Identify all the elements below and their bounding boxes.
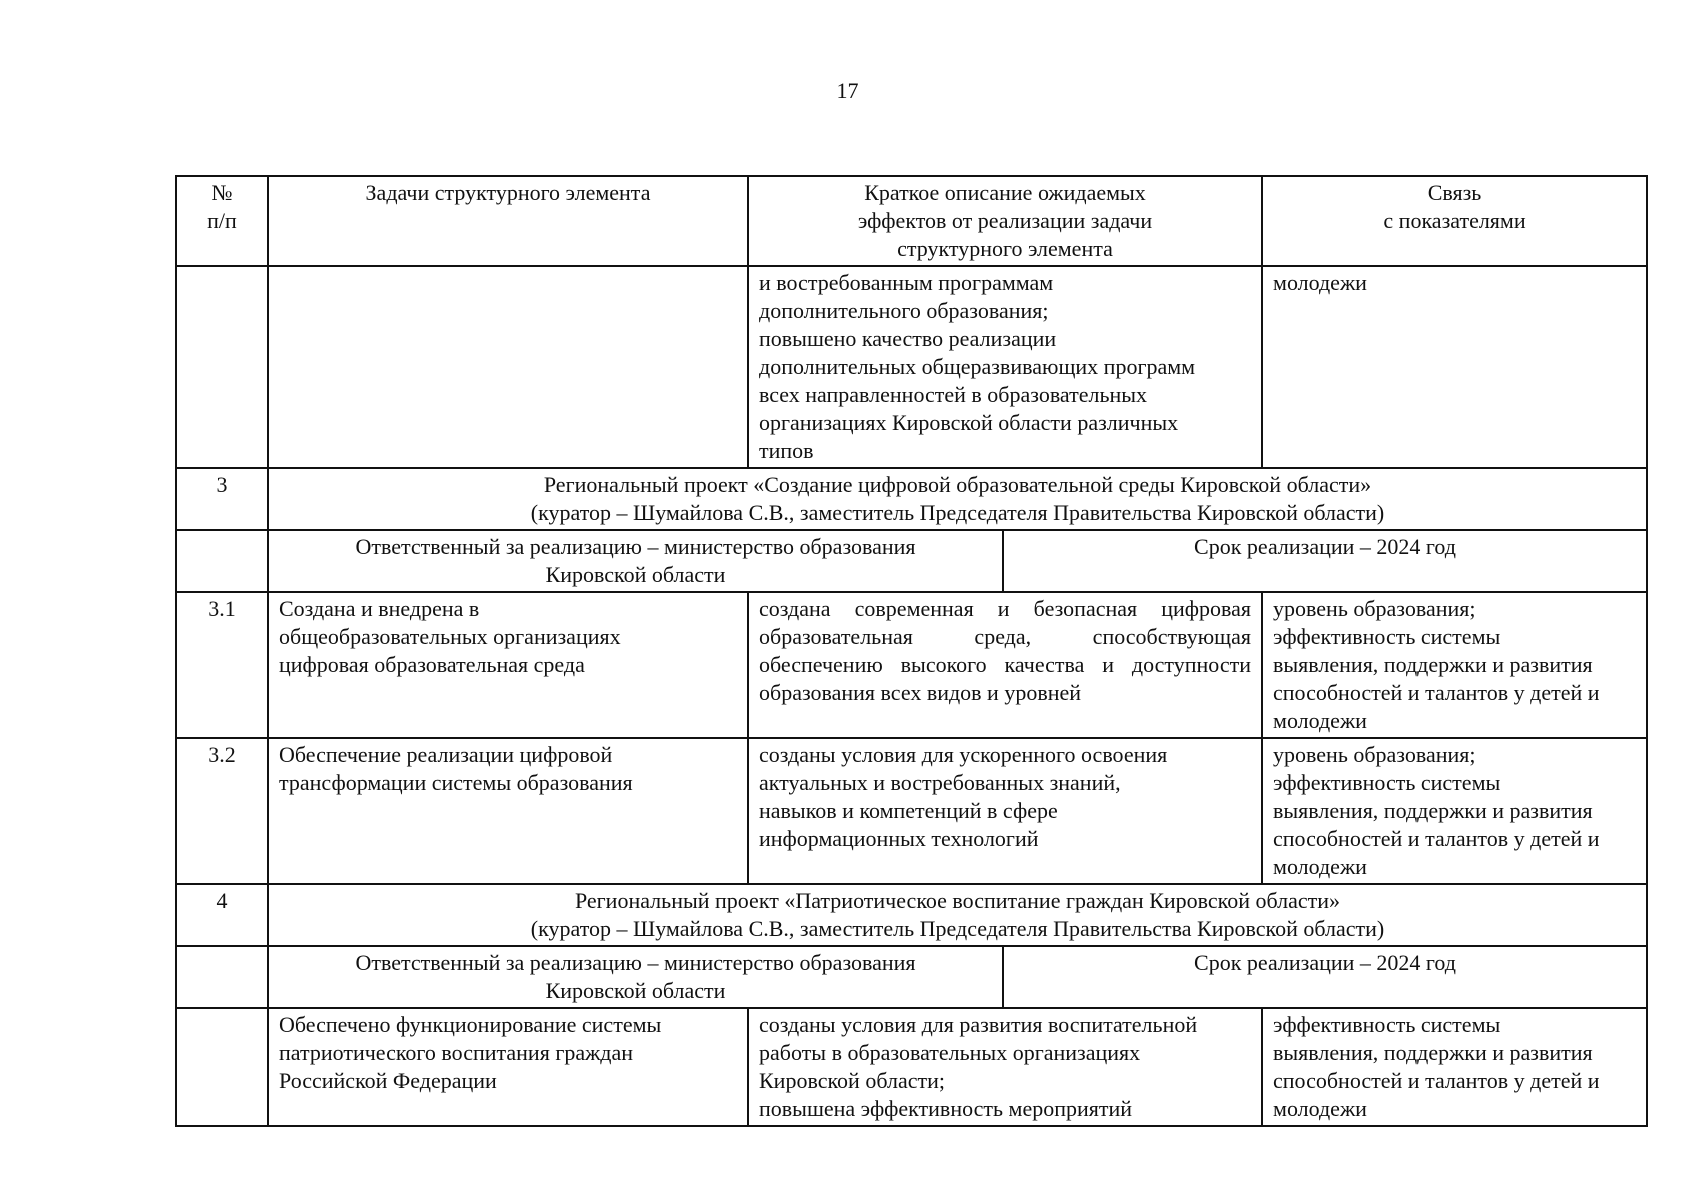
text-line: способностей и талантов у детей и xyxy=(1273,826,1600,851)
text-line: эффективность системы xyxy=(1273,770,1501,795)
project-responsible-row xyxy=(176,530,1647,592)
text-line: выявления, поддержки и развития xyxy=(1273,798,1593,823)
text-line: Обеспечение реализации цифровой xyxy=(279,742,613,767)
cell-effect: создана современная и безопасная цифровая образовательная среда, способствующая обеспечению высокого качества и доступности образования всех видов и уровней xyxy=(748,592,1262,738)
header-num-line: п/п xyxy=(207,208,237,233)
text-line: цифровая образовательная среда xyxy=(279,652,585,677)
text-line: выявления, поддержки и развития xyxy=(1273,1040,1593,1065)
text-line: Кировской области; xyxy=(759,1068,945,1093)
cell-task xyxy=(268,592,748,738)
cell-link: молодежи xyxy=(1262,266,1647,468)
header-num xyxy=(176,176,268,266)
table-row xyxy=(176,592,1647,738)
text-line: молодежи xyxy=(1273,1096,1367,1121)
cell-link xyxy=(1262,1008,1647,1126)
term-cell: Срок реализации – 2024 год xyxy=(1003,946,1647,1008)
cell-num: 4 xyxy=(176,884,268,946)
page-number: 17 xyxy=(836,78,859,103)
text-line: выявления, поддержки и развития xyxy=(1273,652,1593,677)
text-line: эффективность системы xyxy=(1273,624,1501,649)
project-title xyxy=(268,884,1647,946)
table-row xyxy=(176,738,1647,884)
cell-num: 3 xyxy=(176,468,268,530)
text-line: повышено качество реализации xyxy=(759,326,1057,351)
text-line: дополнительного образования; xyxy=(759,298,1049,323)
text-line: информационных технологий xyxy=(759,826,1039,851)
cell-num xyxy=(176,1008,268,1126)
cell-num-empty xyxy=(176,530,268,592)
responsible-line: Ответственный за реализацию – министерство образования xyxy=(355,950,916,975)
table-header-row xyxy=(176,176,1647,266)
header-link-line: Связь xyxy=(1427,180,1482,205)
text-line: общеобразовательных организациях xyxy=(279,624,621,649)
project-curator: (куратор – Шумайлова С.В., заместитель Председателя Правительства Кировской области) xyxy=(530,500,1385,525)
text-line: трансформации системы образования xyxy=(279,770,633,795)
text-line: эффективность системы xyxy=(1273,1012,1501,1037)
project-title-row xyxy=(176,884,1647,946)
structural-elements-table xyxy=(175,175,1648,1127)
cell-num-empty xyxy=(176,266,268,468)
text-line: созданы условия для ускоренного освоения xyxy=(759,742,1168,767)
header-effect-line: структурного элемента xyxy=(897,236,1113,261)
cell-num: 3.1 xyxy=(176,592,268,738)
text-line: типов xyxy=(759,438,814,463)
responsible-cell xyxy=(268,946,1003,1008)
text-line: дополнительных общеразвивающих программ xyxy=(759,354,1196,379)
header-num-line: № xyxy=(211,180,233,205)
cell-link xyxy=(1262,592,1647,738)
text-line: патриотического воспитания граждан xyxy=(279,1040,634,1065)
text-line: молодежи xyxy=(1273,854,1367,879)
text-line: повышена эффективность мероприятий xyxy=(759,1096,1133,1121)
responsible-line: Кировской области xyxy=(545,562,726,587)
header-effect xyxy=(748,176,1262,266)
responsible-line: Ответственный за реализацию – министерство образования xyxy=(355,534,916,559)
project-title-row xyxy=(176,468,1647,530)
text-line: и востребованным программам xyxy=(759,270,1054,295)
text-line: всех направленностей в образовательных xyxy=(759,382,1148,407)
project-name: Региональный проект «Создание цифровой образовательной среды Кировской области» xyxy=(543,472,1372,497)
cell-effect xyxy=(748,738,1262,884)
header-effect-line: эффектов от реализации задачи xyxy=(857,208,1153,233)
cell-num-empty xyxy=(176,946,268,1008)
term-cell: Срок реализации – 2024 год xyxy=(1003,530,1647,592)
text-line: организациях Кировской области различных xyxy=(759,410,1179,435)
text-line: работы в образовательных организациях xyxy=(759,1040,1141,1065)
text-line: уровень образования; xyxy=(1273,742,1476,767)
text-line: способностей и талантов у детей и xyxy=(1273,1068,1600,1093)
header-effect-line: Краткое описание ожидаемых xyxy=(864,180,1146,205)
header-link xyxy=(1262,176,1647,266)
text-line: уровень образования; xyxy=(1273,596,1476,621)
project-responsible-row xyxy=(176,946,1647,1008)
responsible-cell xyxy=(268,530,1003,592)
header-link-line: с показателями xyxy=(1383,208,1526,233)
cell-effect xyxy=(748,1008,1262,1126)
cell-link xyxy=(1262,738,1647,884)
text-line: навыков и компетенций в сфере xyxy=(759,798,1058,823)
project-name: Региональный проект «Патриотическое воспитание граждан Кировской области» xyxy=(574,888,1341,913)
text-line: способностей и талантов у детей и xyxy=(1273,680,1600,705)
text-line: Создана и внедрена в xyxy=(279,596,480,621)
table-row xyxy=(176,266,1647,468)
cell-num: 3.2 xyxy=(176,738,268,884)
cell-task xyxy=(268,1008,748,1126)
responsible-line: Кировской области xyxy=(545,978,726,1003)
cell-task xyxy=(268,738,748,884)
table-row xyxy=(176,1008,1647,1126)
cell-effect xyxy=(748,266,1262,468)
project-curator: (куратор – Шумайлова С.В., заместитель Председателя Правительства Кировской области) xyxy=(530,916,1385,941)
text-line: созданы условия для развития воспитательной xyxy=(759,1012,1198,1037)
text-line: Российской Федерации xyxy=(279,1068,497,1093)
text-line: Обеспечено функционирование системы xyxy=(279,1012,662,1037)
cell-task-empty xyxy=(268,266,748,468)
header-task: Задачи структурного элемента xyxy=(268,176,748,266)
text-line: молодежи xyxy=(1273,708,1367,733)
project-title xyxy=(268,468,1647,530)
text-line: актуальных и востребованных знаний, xyxy=(759,770,1121,795)
